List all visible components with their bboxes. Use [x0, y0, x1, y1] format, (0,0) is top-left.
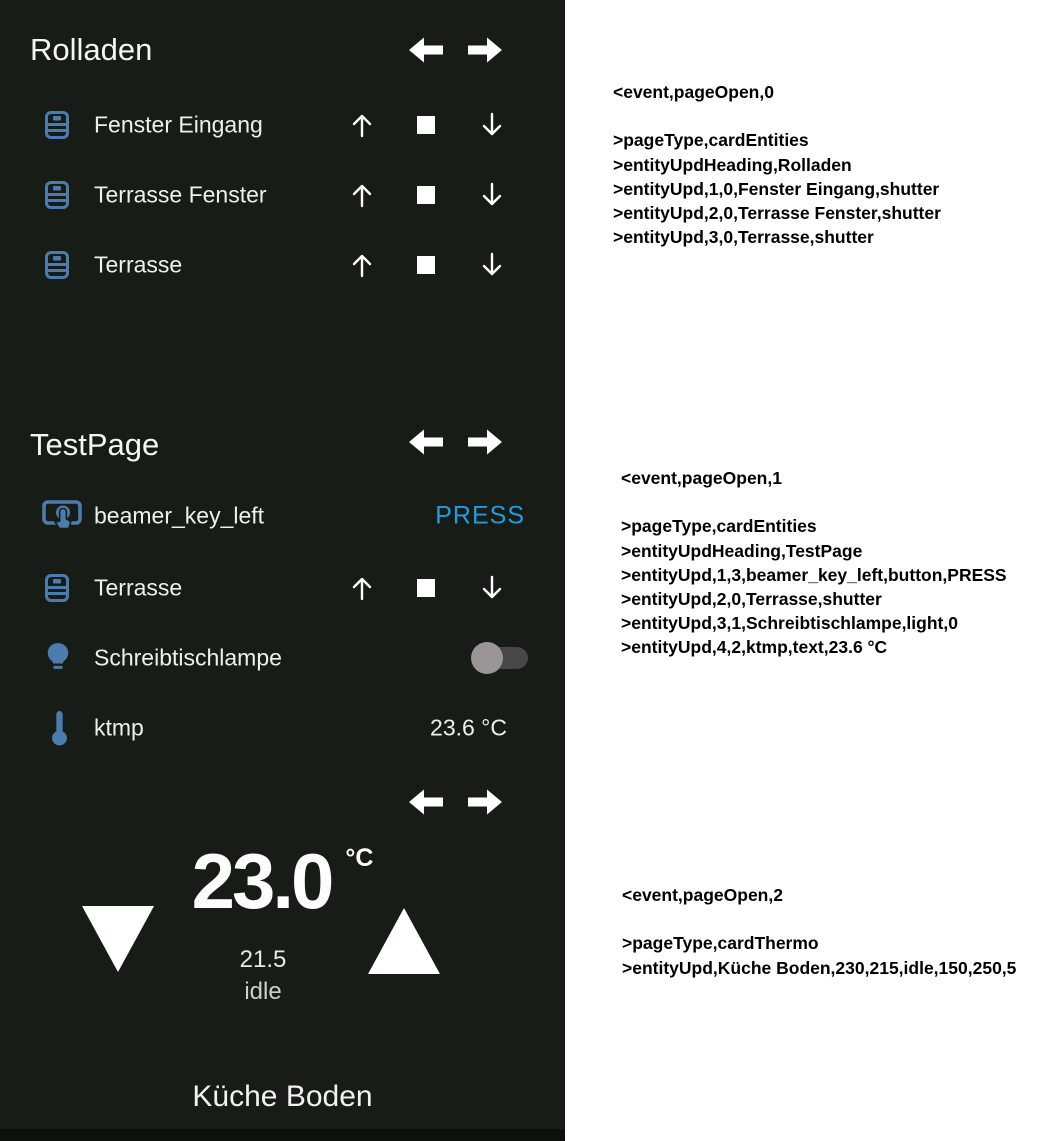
gesture-tap-button-icon [42, 498, 82, 534]
prev-page-arrow-icon[interactable] [409, 789, 443, 815]
log-line: >pageType,cardEntities [621, 516, 817, 537]
log-line [613, 104, 941, 128]
log-line: >entityUpd,3,0,Terrasse,shutter [613, 227, 874, 248]
entity-label: Terrasse [94, 251, 183, 278]
shutter-up-button[interactable] [349, 112, 375, 138]
window-shutter-icon [45, 251, 69, 279]
temperature-value: 23.6 °C [430, 714, 507, 741]
prev-page-arrow-icon[interactable] [409, 37, 443, 63]
entity-label: Fenster Eingang [94, 111, 263, 138]
current-temperature-value: 23.0 [191, 837, 332, 925]
log-line: >pageType,cardEntities [613, 130, 809, 151]
entity-row [0, 693, 565, 763]
shutter-down-button[interactable] [479, 182, 505, 208]
lightbulb-icon [45, 642, 71, 674]
shutter-stop-button[interactable] [417, 186, 435, 204]
log-line: >entityUpd,3,1,Schreibtischlampe,light,0 [621, 613, 958, 634]
log-line: >entityUpd,2,0,Terrasse,shutter [621, 588, 882, 609]
entity-label: beamer_key_left [94, 502, 265, 529]
target-temperature: 21.5 [239, 946, 287, 973]
log-line: <event,pageOpen,1 [621, 468, 782, 488]
log-line: >entityUpd,Küche Boden,230,215,idle,150,250,5 [622, 957, 1017, 978]
shutter-up-button[interactable] [349, 182, 375, 208]
entity-row [0, 481, 565, 551]
temp-decrease-button[interactable] [82, 906, 154, 972]
log-line: >entityUpd,1,3,beamer_key_left,button,PRESS [621, 564, 1007, 585]
prev-page-arrow-icon[interactable] [409, 429, 443, 455]
entity-row [0, 623, 565, 693]
shutter-down-button[interactable] [479, 252, 505, 278]
shutter-stop-button[interactable] [417, 579, 435, 597]
log-line: >pageType,cardThermo [622, 933, 819, 954]
serial-log-page1 [621, 466, 1007, 660]
temp-increase-button[interactable] [368, 908, 440, 974]
log-line: >entityUpd,1,0,Fenster Eingang,shutter [613, 178, 940, 199]
log-line [621, 490, 1007, 514]
press-button[interactable]: PRESS [435, 501, 525, 530]
hvac-state: idle [244, 978, 282, 1005]
light-toggle-switch[interactable] [476, 647, 528, 669]
card-heading: TestPage [30, 427, 160, 462]
entity-label: ktmp [94, 714, 144, 741]
shutter-stop-button[interactable] [417, 256, 435, 274]
entity-label: Schreibtischlampe [94, 644, 282, 671]
toggle-knob[interactable] [471, 642, 503, 674]
log-line: <event,pageOpen,0 [613, 82, 774, 102]
window-shutter-icon [45, 111, 69, 139]
entity-row [0, 90, 565, 160]
next-page-arrow-icon[interactable] [468, 789, 502, 815]
entity-row [0, 160, 565, 230]
window-shutter-icon [45, 181, 69, 209]
shutter-up-button[interactable] [349, 252, 375, 278]
temperature-unit: °C [345, 844, 374, 872]
entity-label: Terrasse [94, 574, 183, 601]
shutter-down-button[interactable] [479, 575, 505, 601]
log-line: <event,pageOpen,2 [622, 885, 783, 905]
panel-bottom-edge [0, 1129, 565, 1141]
shutter-down-button[interactable] [479, 112, 505, 138]
entity-row [0, 553, 565, 623]
thermostat-title: Küche Boden [192, 1080, 373, 1113]
next-page-arrow-icon[interactable] [468, 37, 502, 63]
window-shutter-icon [45, 574, 69, 602]
next-page-arrow-icon[interactable] [468, 429, 502, 455]
shutter-stop-button[interactable] [417, 116, 435, 134]
shutter-up-button[interactable] [349, 575, 375, 601]
thermometer-icon [51, 710, 68, 746]
log-line: >entityUpd,4,2,ktmp,text,23.6 °C [621, 637, 888, 658]
log-line: >entityUpdHeading,Rolladen [613, 154, 852, 175]
card-heading: Rolladen [30, 32, 153, 67]
entity-label: Terrasse Fenster [94, 181, 267, 208]
entity-row [0, 230, 565, 300]
log-line [622, 907, 1016, 931]
log-line: >entityUpdHeading,TestPage [621, 540, 863, 561]
serial-log-page2 [622, 883, 1016, 980]
log-line: >entityUpd,2,0,Terrasse Fenster,shutter [613, 202, 941, 223]
serial-log-page0 [613, 80, 941, 249]
